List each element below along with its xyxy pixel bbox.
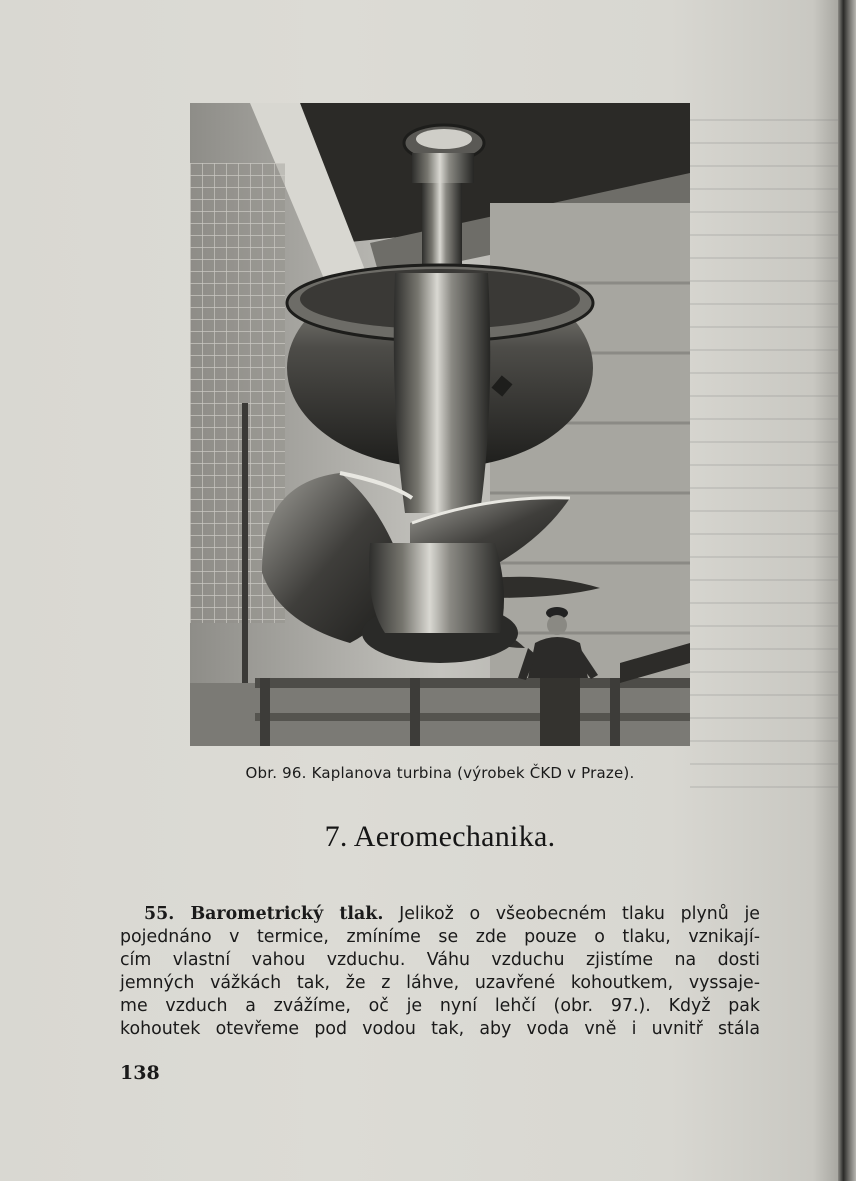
text-line: jemných vážkách tak, že z láhve, uzavřené kohoutkem, vyssaje-	[120, 973, 760, 993]
text-line-content: Jelikož o všeobecném tlaku plynů je	[399, 904, 760, 924]
text-line: kohoutek otevřeme pod vodou tak, aby voda vně i uvnitř stála	[120, 1019, 760, 1039]
book-binding-edge	[838, 0, 856, 1181]
section-heading: 55. Barometrický tlak.	[144, 904, 384, 924]
page-number: 138	[120, 1062, 160, 1084]
show-through-text	[690, 103, 838, 803]
turbine-hub	[394, 273, 490, 513]
text-line	[120, 903, 760, 926]
text-line: pojednáno v termice, zmíníme se zde pouze o tlaku, vznikají-	[120, 927, 760, 947]
turbine-photo	[190, 103, 690, 746]
section-body	[120, 903, 760, 1041]
text-line: me vzduch a zvážíme, oč je nyní lehčí (obr. 97.). Když pak	[120, 996, 760, 1016]
text-line: cím vlastní vahou vzduchu. Váhu vzduchu zjistíme na dosti	[120, 950, 760, 970]
chapter-title: 7. Aeromechanika.	[324, 820, 556, 853]
figure-caption: Obr. 96. Kaplanova turbina (výrobek ČKD v Praze).	[245, 764, 635, 782]
